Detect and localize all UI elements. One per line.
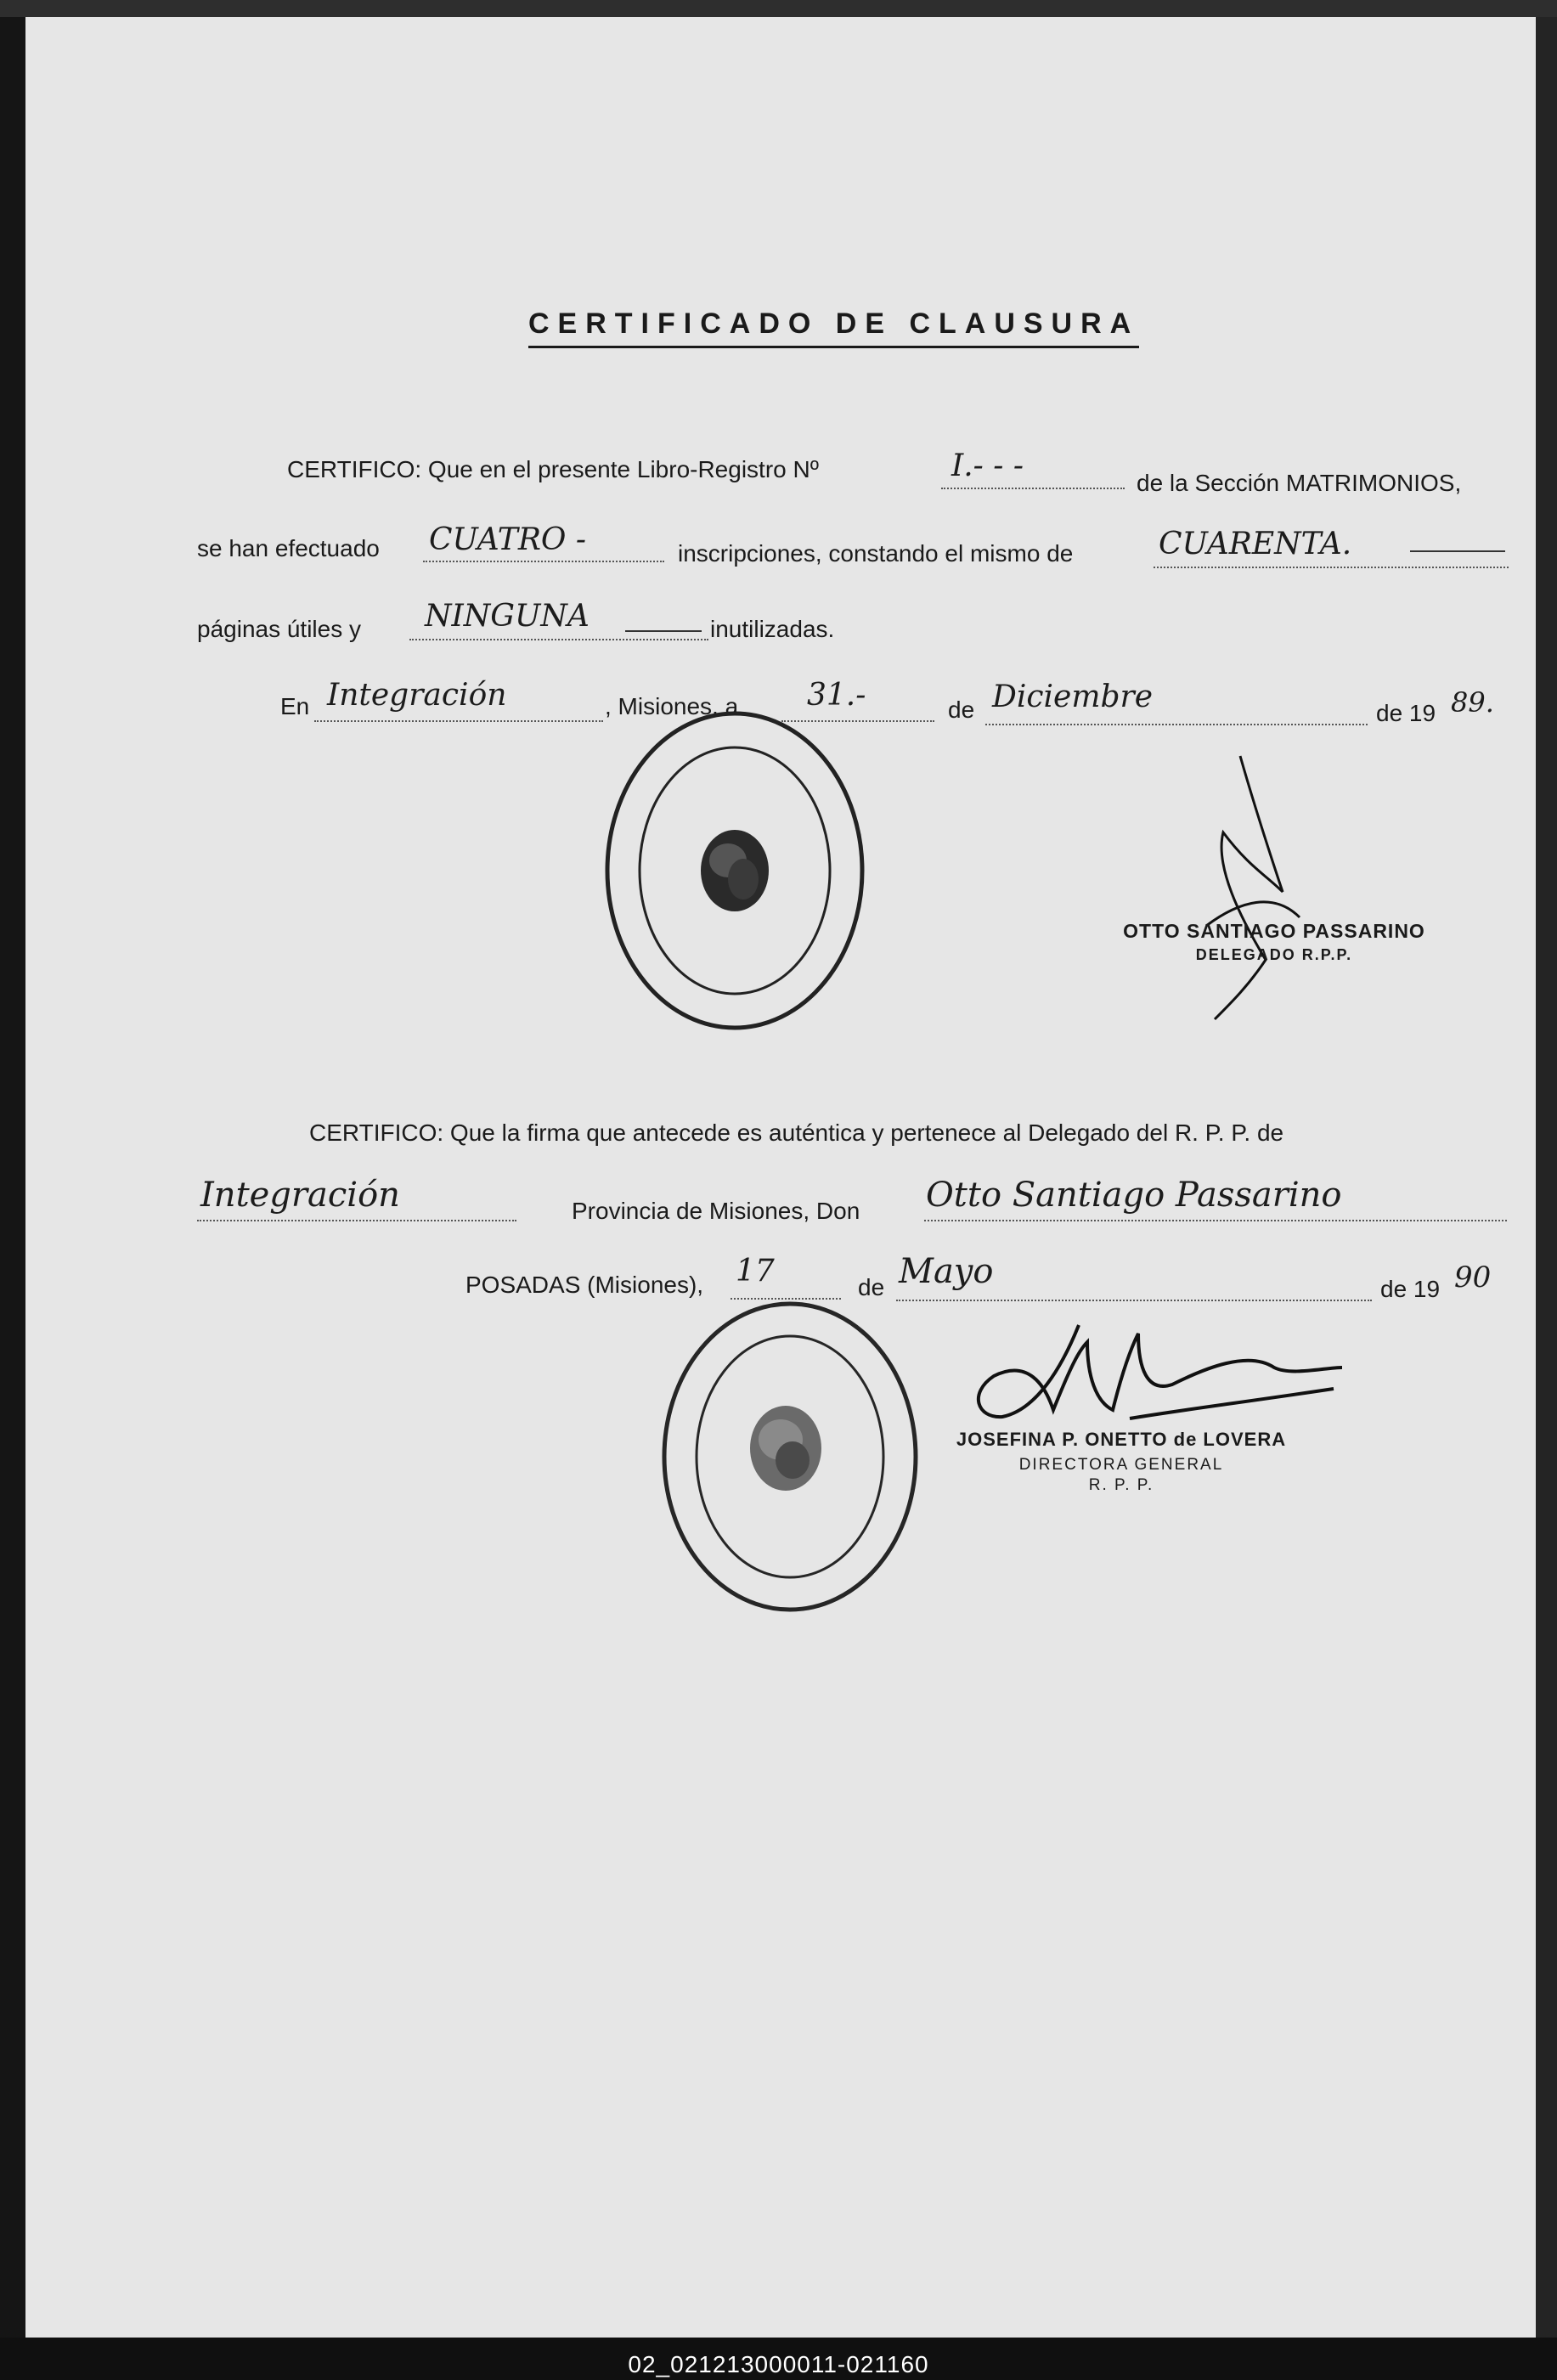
closure-line2-lead: se han efectuado [197,535,380,561]
delegate-role: DELEGADO R.P.P. [1195,946,1353,963]
image-id: 02_021213000011-021160 [628,2351,929,2377]
auth-line2-mid: Provincia de Misiones, Don [572,1198,860,1224]
auth-line3-tail: de 19 [1380,1276,1441,1302]
auth-year-suffix: 90 [1454,1260,1492,1294]
dotted-line [409,639,708,640]
auth-line3-mid: de [858,1274,885,1300]
fill-dash [625,630,702,632]
dotted-line [314,720,603,722]
fill-dash [1410,550,1505,552]
dotted-line [423,561,664,562]
closure-year-suffix: 89. [1451,686,1494,719]
pages-total: CUARENTA. [1159,527,1352,561]
auth-day: 17 [736,1254,775,1289]
closure-line4-mid2: de [948,697,975,723]
director-signature [968,1317,1342,1444]
scan-right-edge [1536,17,1557,2338]
closure-line3-lead: páginas útiles y [197,616,362,642]
director-name: JOSEFINA P. ONETTO de LOVERA [956,1429,1287,1450]
closure-line4-mid1: , Misiones, a [605,693,739,719]
document-title: CERTIFICADO DE CLAUSURA [528,307,1139,348]
auth-place: Integración [200,1176,400,1215]
place: Integración [327,678,507,713]
book-number: I.- - - [951,448,1024,483]
dotted-line [985,724,1368,725]
closure-day: 31.- [807,678,866,713]
closure-line3-tail: inutilizadas. [710,616,835,642]
auth-month: Mayo [899,1252,994,1291]
director-role: DIRECTORA GENERAL [1018,1456,1224,1474]
closure-line1-tail: de la Sección MATRIMONIOS, [1137,470,1462,496]
registry-stamp-2 [658,1300,922,1614]
delegate-signature [1189,747,1308,1028]
dotted-line [197,1220,516,1221]
closure-line4-lead: En [280,693,310,719]
closure-line1-lead: CERTIFICO: Que en el presente Libro-Registro Nº [287,456,819,482]
auth-line1: CERTIFICO: Que la firma que antecede es auténtica y pertenece al Delegado del R. P. P. de [309,1120,1284,1146]
closure-month: Diciembre [992,680,1154,714]
closure-line2-mid: inscripciones, constando el mismo de [678,540,1074,567]
pages-void: NINGUNA [425,599,590,634]
dotted-line [941,488,1125,489]
closure-line4-tail: de 19 [1376,700,1436,726]
dotted-line [896,1300,1372,1301]
delegate-signature-block [1104,920,1444,964]
dotted-line [1154,567,1509,568]
delegate-name: OTTO SANTIAGO PASSARINO [1123,920,1425,942]
registry-stamp-1 [603,709,866,1032]
scan-top-edge [0,0,1557,17]
dotted-line [924,1220,1507,1221]
director-signature-block [934,1429,1308,1495]
auth-line3-lead: POSADAS (Misiones), [465,1272,704,1298]
inscriptions-count: CUATRO - [429,522,587,557]
auth-delegate-name: Otto Santiago Passarino [926,1176,1342,1215]
director-office: R. P. P. [1088,1476,1154,1494]
